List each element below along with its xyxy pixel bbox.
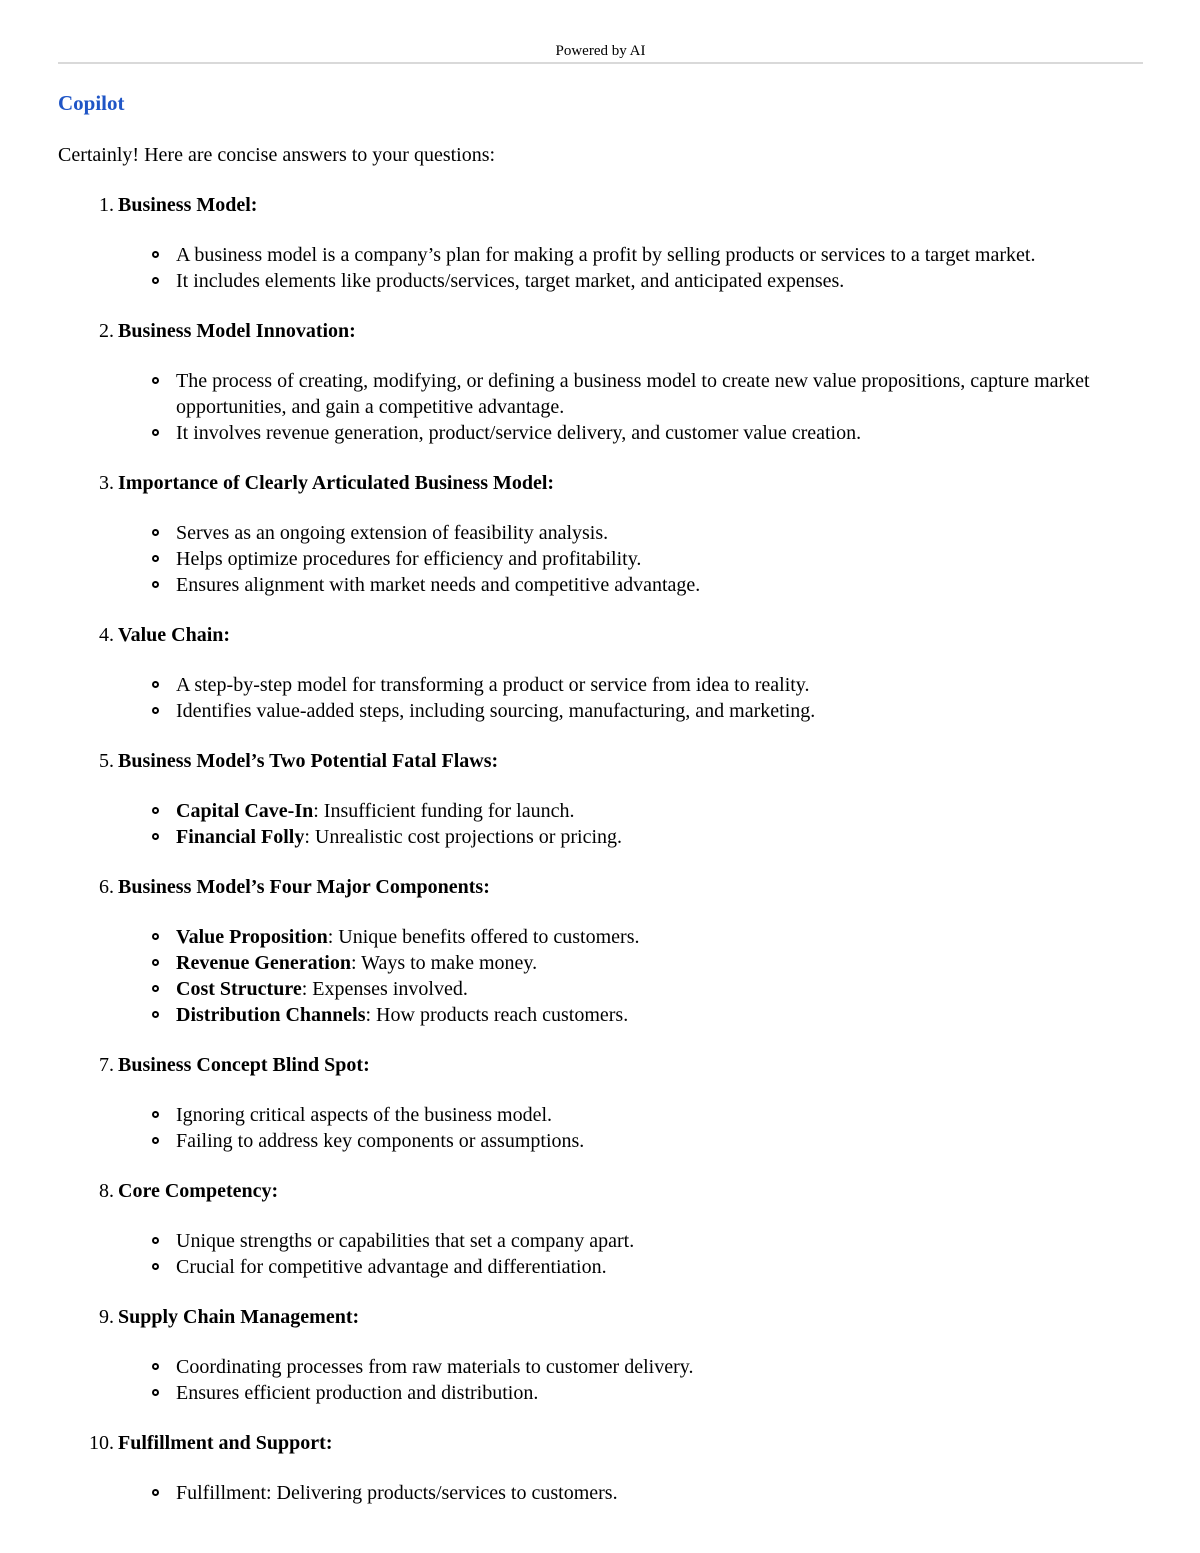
answer-list xyxy=(58,192,1143,1506)
bullet-text: Ensures alignment with market needs and competitive advantage. xyxy=(176,574,701,596)
bullet-list xyxy=(58,1228,1143,1280)
bullet-text: : Ways to make money. xyxy=(350,952,538,974)
bullet-text: : Insufficient funding for launch. xyxy=(313,800,575,822)
section-number: 6. xyxy=(99,876,114,898)
section-heading xyxy=(58,1178,1143,1204)
bullet-text: Helps optimize procedures for efficiency and profitability. xyxy=(176,548,642,570)
bullet-item xyxy=(58,924,1143,950)
bullet-text: Fulfillment: Delivering products/services to customers. xyxy=(176,1482,618,1504)
hollow-circle-bullet-icon xyxy=(152,1137,159,1144)
section-1 xyxy=(58,192,1143,294)
bullet-text: : Unrealistic cost projections or pricing. xyxy=(304,826,623,848)
section-2 xyxy=(58,318,1143,446)
bullet-text: Serves as an ongoing extension of feasibility analysis. xyxy=(176,522,609,544)
section-4 xyxy=(58,622,1143,724)
section-title: Business Model: xyxy=(118,194,258,216)
hollow-circle-bullet-icon xyxy=(152,681,159,688)
section-heading xyxy=(58,874,1143,900)
hollow-circle-bullet-icon xyxy=(152,807,159,814)
bullet-text: Ensures efficient production and distribution. xyxy=(176,1382,539,1404)
bullet-item xyxy=(58,1380,1143,1406)
bullet-list xyxy=(58,1102,1143,1154)
bullet-text: It involves revenue generation, product/service delivery, and customer value creation. xyxy=(176,422,862,444)
bullet-item xyxy=(58,1480,1143,1506)
section-number: 5. xyxy=(99,750,114,772)
bullet-item xyxy=(58,824,1143,850)
hollow-circle-bullet-icon xyxy=(152,707,159,714)
bullet-list xyxy=(58,242,1143,294)
section-title: Value Chain: xyxy=(118,624,231,646)
bullet-item xyxy=(58,268,1143,294)
copilot-title: Copilot xyxy=(58,91,125,115)
hollow-circle-bullet-icon xyxy=(152,429,159,436)
section-heading xyxy=(58,470,1143,496)
section-7 xyxy=(58,1052,1143,1154)
document-page xyxy=(58,0,1143,1506)
bullet-list xyxy=(58,520,1143,598)
bullet-item xyxy=(58,1354,1143,1380)
bullet-item xyxy=(58,520,1143,546)
section-9 xyxy=(58,1304,1143,1406)
bullet-term: Capital Cave-In xyxy=(176,800,314,822)
section-title: Business Concept Blind Spot: xyxy=(118,1054,370,1076)
bullet-text: Ignoring critical aspects of the business model. xyxy=(176,1104,553,1126)
hollow-circle-bullet-icon xyxy=(152,277,159,284)
bullet-term: Distribution Channels xyxy=(176,1004,366,1026)
bullet-list xyxy=(58,924,1143,1028)
hollow-circle-bullet-icon xyxy=(152,833,159,840)
bullet-item xyxy=(58,1102,1143,1128)
section-number: 1. xyxy=(99,194,114,216)
bullet-term: Value Proposition xyxy=(176,926,328,948)
section-5 xyxy=(58,748,1143,850)
section-heading xyxy=(58,192,1143,218)
bullet-item xyxy=(58,546,1143,572)
hollow-circle-bullet-icon xyxy=(152,1363,159,1370)
hollow-circle-bullet-icon xyxy=(152,1011,159,1018)
bullet-text: A business model is a company’s plan for making a profit by selling products or services to a target market. xyxy=(176,244,1036,266)
section-8 xyxy=(58,1178,1143,1280)
bullet-item xyxy=(58,242,1143,268)
bullet-text: : Expenses involved. xyxy=(301,978,468,1000)
bullet-list xyxy=(58,798,1143,850)
hollow-circle-bullet-icon xyxy=(152,1263,159,1270)
section-heading xyxy=(58,748,1143,774)
intro-text: Certainly! Here are concise answers to your questions: xyxy=(58,144,496,166)
bullet-item xyxy=(58,1002,1143,1028)
bullet-item xyxy=(58,698,1143,724)
section-number: 4. xyxy=(99,624,114,646)
bullet-item xyxy=(58,950,1143,976)
bullet-text: A step-by-step model for transforming a product or service from idea to reality. xyxy=(176,674,810,696)
hollow-circle-bullet-icon xyxy=(152,529,159,536)
section-number: 2. xyxy=(99,320,114,342)
section-6 xyxy=(58,874,1143,1028)
section-title: Business Model Innovation: xyxy=(118,320,356,342)
bullet-text: The process of creating, modifying, or defining a business model to create new value propositions, capture market opportunities, and gain a competitive advantage. xyxy=(176,370,1090,418)
bullet-item xyxy=(58,1254,1143,1280)
hollow-circle-bullet-icon xyxy=(152,555,159,562)
section-heading xyxy=(58,1052,1143,1078)
section-heading xyxy=(58,1304,1143,1330)
bullet-text: Identifies value-added steps, including sourcing, manufacturing, and marketing. xyxy=(176,700,816,722)
hollow-circle-bullet-icon xyxy=(152,933,159,940)
hollow-circle-bullet-icon xyxy=(152,985,159,992)
bullet-term: Cost Structure xyxy=(176,978,302,1000)
hollow-circle-bullet-icon xyxy=(152,377,159,384)
section-heading xyxy=(58,622,1143,648)
bullet-list xyxy=(58,1480,1143,1506)
bullet-list xyxy=(58,672,1143,724)
bullet-term: Financial Folly xyxy=(176,826,305,848)
section-heading xyxy=(58,1430,1143,1456)
bullet-item xyxy=(58,420,1143,446)
bullet-text: It includes elements like products/services, target market, and anticipated expenses. xyxy=(176,270,845,292)
hollow-circle-bullet-icon xyxy=(152,959,159,966)
bullet-text: Crucial for competitive advantage and differentiation. xyxy=(176,1256,607,1278)
bullet-item xyxy=(58,1228,1143,1254)
section-title: Core Competency: xyxy=(118,1180,279,1202)
section-title: Business Model’s Two Potential Fatal Flaws: xyxy=(118,750,499,772)
bullet-list xyxy=(58,1354,1143,1406)
section-3 xyxy=(58,470,1143,598)
hollow-circle-bullet-icon xyxy=(152,581,159,588)
bullet-text: Failing to address key components or assumptions. xyxy=(176,1130,585,1152)
section-title: Business Model’s Four Major Components: xyxy=(118,876,490,898)
page-header: Powered by AI xyxy=(58,0,1143,64)
hollow-circle-bullet-icon xyxy=(152,1489,159,1496)
bullet-item xyxy=(58,976,1143,1002)
section-heading xyxy=(58,318,1143,344)
bullet-item xyxy=(58,572,1143,598)
section-number: 7. xyxy=(99,1054,114,1076)
bullet-list xyxy=(58,368,1143,446)
section-number: 3. xyxy=(99,472,114,494)
bullet-item xyxy=(58,672,1143,698)
section-title: Importance of Clearly Articulated Business Model: xyxy=(118,472,555,494)
bullet-term: Revenue Generation xyxy=(176,952,351,974)
bullet-text: Unique strengths or capabilities that set a company apart. xyxy=(176,1230,635,1252)
section-number: 10. xyxy=(89,1432,114,1454)
section-title: Fulfillment and Support: xyxy=(118,1432,333,1454)
bullet-text: Coordinating processes from raw materials to customer delivery. xyxy=(176,1356,694,1378)
hollow-circle-bullet-icon xyxy=(152,1111,159,1118)
section-number: 8. xyxy=(99,1180,114,1202)
bullet-text: : Unique benefits offered to customers. xyxy=(327,926,640,948)
section-title: Supply Chain Management: xyxy=(118,1306,360,1328)
section-10 xyxy=(58,1430,1143,1506)
hollow-circle-bullet-icon xyxy=(152,1389,159,1396)
hollow-circle-bullet-icon xyxy=(152,1237,159,1244)
hollow-circle-bullet-icon xyxy=(152,251,159,258)
section-number: 9. xyxy=(99,1306,114,1328)
bullet-item xyxy=(58,798,1143,824)
bullet-item xyxy=(58,368,1143,420)
bullet-text: : How products reach customers. xyxy=(365,1004,629,1026)
bullet-item xyxy=(58,1128,1143,1154)
